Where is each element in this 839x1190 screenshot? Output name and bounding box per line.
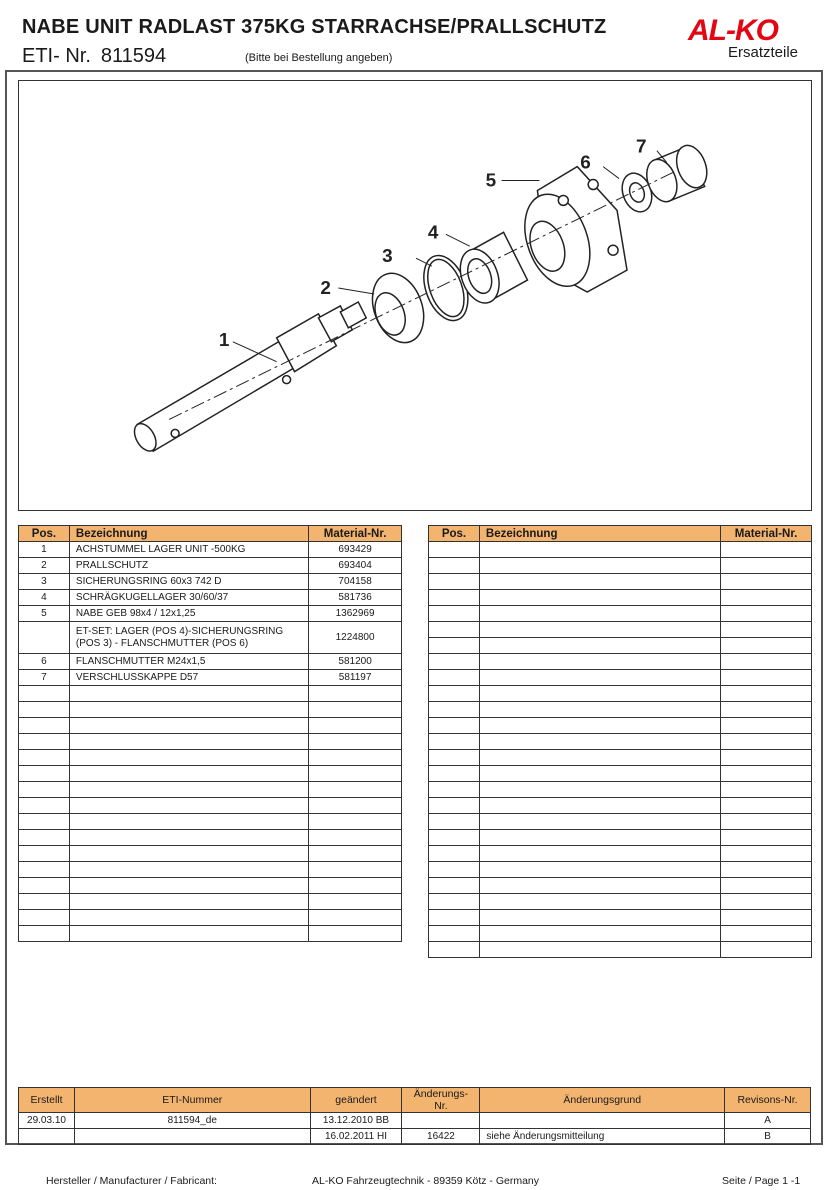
parts-row-empty — [19, 702, 402, 718]
col-aenderungs-nr: Änderungs-Nr. — [402, 1088, 480, 1113]
col-bezeichnung: Bezeichnung — [69, 526, 308, 542]
empty-cell — [69, 798, 308, 814]
empty-cell — [429, 926, 480, 942]
empty-cell — [721, 542, 812, 558]
cell-pos: 1 — [19, 542, 70, 558]
empty-cell — [479, 542, 720, 558]
footer-manufacturer: Hersteller / Manufacturer / Fabricant: — [46, 1175, 217, 1187]
empty-cell — [479, 670, 720, 686]
parts-row-empty — [429, 798, 812, 814]
empty-cell — [429, 814, 480, 830]
empty-cell — [479, 862, 720, 878]
rev-geaendert: 13.12.2010 BB — [310, 1113, 402, 1129]
empty-cell — [721, 574, 812, 590]
empty-cell — [69, 830, 308, 846]
empty-cell — [721, 798, 812, 814]
empty-cell — [309, 926, 402, 942]
empty-cell — [19, 926, 70, 942]
cell-pos: 4 — [19, 590, 70, 606]
empty-cell — [69, 686, 308, 702]
deflector-part — [363, 266, 432, 350]
empty-cell — [479, 766, 720, 782]
empty-cell — [309, 878, 402, 894]
empty-cell — [721, 718, 812, 734]
empty-cell — [309, 830, 402, 846]
callout-3: 3 — [382, 246, 393, 268]
parts-table-left — [18, 525, 402, 942]
col-eti-nummer: ETI-Nummer — [74, 1088, 310, 1113]
cell-bezeichnung: ET-SET: LAGER (POS 4)-SICHERUNGSRING (POS 3) - FLANSCHMUTTER (POS 6) — [69, 622, 308, 654]
eti-value: 811594 — [100, 45, 167, 67]
empty-cell — [429, 894, 480, 910]
empty-cell — [69, 750, 308, 766]
rev-eti: 811594_de — [74, 1113, 310, 1129]
parts-row-empty — [429, 782, 812, 798]
parts-row-empty — [19, 718, 402, 734]
cell-material-nr: 581736 — [309, 590, 402, 606]
cell-pos: 2 — [19, 558, 70, 574]
parts-row-empty — [19, 926, 402, 942]
empty-cell — [309, 798, 402, 814]
empty-cell — [721, 702, 812, 718]
revision-row — [19, 1129, 811, 1145]
empty-cell — [479, 734, 720, 750]
axle-stub-part — [130, 302, 366, 455]
empty-cell — [19, 702, 70, 718]
parts-row-empty — [429, 638, 812, 654]
empty-cell — [721, 894, 812, 910]
empty-cell — [721, 942, 812, 958]
callout-5: 5 — [485, 170, 497, 192]
empty-cell — [429, 942, 480, 958]
empty-cell — [429, 766, 480, 782]
parts-row-empty — [429, 542, 812, 558]
parts-row-empty — [429, 894, 812, 910]
empty-cell — [19, 718, 70, 734]
cell-pos: 7 — [19, 670, 70, 686]
rev-erstellt: 29.03.10 — [19, 1113, 75, 1129]
cell-bezeichnung: VERSCHLUSSKAPPE D57 — [69, 670, 308, 686]
exploded-drawing — [18, 80, 812, 511]
empty-cell — [69, 766, 308, 782]
parts-row-empty — [19, 686, 402, 702]
empty-cell — [429, 702, 480, 718]
empty-cell — [721, 558, 812, 574]
empty-cell — [721, 750, 812, 766]
empty-cell — [429, 590, 480, 606]
parts-row-empty — [19, 862, 402, 878]
empty-cell — [479, 638, 720, 654]
empty-cell — [19, 846, 70, 862]
empty-cell — [19, 798, 70, 814]
empty-cell — [19, 782, 70, 798]
cell-material-nr: 1362969 — [309, 606, 402, 622]
rev-aend-nr: 16422 — [402, 1129, 480, 1145]
empty-cell — [429, 622, 480, 638]
empty-cell — [309, 734, 402, 750]
logo-subtitle: Ersatzteile — [728, 44, 799, 61]
empty-cell — [479, 878, 720, 894]
parts-table-right — [428, 525, 812, 958]
empty-cell — [69, 846, 308, 862]
empty-cell — [429, 862, 480, 878]
parts-row-empty — [429, 558, 812, 574]
callout-4: 4 — [427, 222, 439, 244]
eti-label: ETI- Nr. — [22, 45, 91, 67]
empty-cell — [429, 654, 480, 670]
empty-cell — [721, 878, 812, 894]
col-erstellt: Erstellt — [19, 1088, 75, 1113]
parts-row-empty — [429, 846, 812, 862]
empty-cell — [479, 622, 720, 638]
parts-row-empty — [19, 734, 402, 750]
alko-logo: AL-KO — [688, 14, 778, 47]
parts-row-empty — [429, 686, 812, 702]
empty-cell — [429, 638, 480, 654]
col-aenderungsgrund: Änderungsgrund — [480, 1088, 725, 1113]
empty-cell — [69, 894, 308, 910]
callout-6: 6 — [580, 152, 591, 174]
parts-row-empty — [429, 942, 812, 958]
callout-2: 2 — [320, 278, 331, 300]
empty-cell — [429, 798, 480, 814]
footer-page: Seite / Page 1 -1 — [722, 1175, 801, 1187]
empty-cell — [69, 702, 308, 718]
cell-bezeichnung: FLANSCHMUTTER M24x1,5 — [69, 654, 308, 670]
empty-cell — [479, 606, 720, 622]
empty-cell — [721, 782, 812, 798]
empty-cell — [429, 910, 480, 926]
empty-cell — [19, 734, 70, 750]
cell-material-nr: 704158 — [309, 574, 402, 590]
revision-table — [18, 1087, 811, 1145]
parts-row-empty — [19, 750, 402, 766]
empty-cell — [309, 782, 402, 798]
empty-cell — [69, 878, 308, 894]
empty-cell — [309, 814, 402, 830]
parts-row-empty — [429, 734, 812, 750]
empty-cell — [721, 910, 812, 926]
rev-nr: B — [725, 1129, 811, 1145]
document-title: NABE UNIT RADLAST 375KG STARRACHSE/PRALLSCHUTZ — [22, 16, 607, 38]
parts-row — [19, 654, 402, 670]
rev-grund — [480, 1113, 725, 1129]
cell-material-nr: 581200 — [309, 654, 402, 670]
empty-cell — [479, 894, 720, 910]
parts-header-row-right — [429, 526, 812, 542]
empty-cell — [19, 894, 70, 910]
cell-pos — [19, 622, 70, 654]
empty-cell — [479, 654, 720, 670]
empty-cell — [721, 862, 812, 878]
parts-row — [19, 590, 402, 606]
col-pos: Pos. — [19, 526, 70, 542]
parts-header-row — [19, 526, 402, 542]
cell-material-nr: 693404 — [309, 558, 402, 574]
cell-pos: 3 — [19, 574, 70, 590]
col-geaendert: geändert — [310, 1088, 402, 1113]
empty-cell — [721, 590, 812, 606]
parts-row-empty — [19, 878, 402, 894]
parts-row — [19, 670, 402, 686]
rev-eti — [74, 1129, 310, 1145]
empty-cell — [479, 590, 720, 606]
empty-cell — [721, 622, 812, 638]
empty-cell — [309, 766, 402, 782]
parts-row-empty — [19, 766, 402, 782]
rev-grund: siehe Änderungsmitteilung — [480, 1129, 725, 1145]
parts-row-empty — [429, 910, 812, 926]
empty-cell — [721, 814, 812, 830]
empty-cell — [721, 670, 812, 686]
cell-material-nr: 1224800 — [309, 622, 402, 654]
empty-cell — [479, 846, 720, 862]
parts-row — [19, 574, 402, 590]
parts-row — [19, 622, 402, 654]
parts-row — [19, 606, 402, 622]
empty-cell — [429, 574, 480, 590]
col-material-nr: Material-Nr. — [309, 526, 402, 542]
cell-bezeichnung: PRALLSCHUTZ — [69, 558, 308, 574]
footer-company: AL-KO Fahrzeugtechnik - 89359 Kötz - Germany — [312, 1175, 540, 1187]
revision-header-row — [19, 1088, 811, 1113]
revision-row — [19, 1113, 811, 1129]
parts-row-empty — [429, 926, 812, 942]
empty-cell — [429, 718, 480, 734]
empty-cell — [429, 734, 480, 750]
empty-cell — [309, 910, 402, 926]
center-axis-line — [169, 171, 677, 420]
empty-cell — [429, 782, 480, 798]
cell-bezeichnung: SICHERUNGSRING 60x3 742 D — [69, 574, 308, 590]
parts-row-empty — [429, 862, 812, 878]
order-hint: (Bitte bei Bestellung angeben) — [245, 52, 393, 64]
empty-cell — [309, 686, 402, 702]
parts-row-empty — [19, 830, 402, 846]
empty-cell — [479, 814, 720, 830]
cell-bezeichnung: SCHRÄGKUGELLAGER 30/60/37 — [69, 590, 308, 606]
empty-cell — [69, 926, 308, 942]
empty-cell — [721, 734, 812, 750]
empty-cell — [19, 814, 70, 830]
parts-row-empty — [429, 670, 812, 686]
empty-cell — [479, 686, 720, 702]
parts-row-empty — [19, 846, 402, 862]
rev-aend-nr — [402, 1113, 480, 1129]
empty-cell — [309, 750, 402, 766]
col-material-nr-right: Material-Nr. — [721, 526, 812, 542]
empty-cell — [479, 702, 720, 718]
rev-erstellt — [19, 1129, 75, 1145]
empty-cell — [479, 910, 720, 926]
empty-cell — [19, 766, 70, 782]
empty-cell — [479, 782, 720, 798]
empty-cell — [19, 750, 70, 766]
cell-pos: 6 — [19, 654, 70, 670]
empty-cell — [19, 878, 70, 894]
empty-cell — [479, 926, 720, 942]
empty-cell — [479, 718, 720, 734]
empty-cell — [429, 542, 480, 558]
empty-cell — [69, 782, 308, 798]
cell-material-nr: 693429 — [309, 542, 402, 558]
rev-nr: A — [725, 1113, 811, 1129]
parts-row-empty — [429, 590, 812, 606]
hub-part — [513, 167, 627, 296]
parts-row-empty — [19, 782, 402, 798]
empty-cell — [309, 718, 402, 734]
eti-number — [22, 45, 166, 68]
empty-cell — [429, 670, 480, 686]
parts-row-empty — [429, 654, 812, 670]
empty-cell — [69, 814, 308, 830]
parts-row-empty — [429, 830, 812, 846]
empty-cell — [309, 846, 402, 862]
empty-cell — [429, 830, 480, 846]
empty-cell — [479, 574, 720, 590]
parts-row-empty — [19, 814, 402, 830]
empty-cell — [69, 910, 308, 926]
col-bezeichnung-right: Bezeichnung — [479, 526, 720, 542]
parts-row-empty — [429, 766, 812, 782]
rev-geaendert: 16.02.2011 HI — [310, 1129, 402, 1145]
parts-row-empty — [429, 814, 812, 830]
empty-cell — [309, 702, 402, 718]
empty-cell — [429, 750, 480, 766]
cell-material-nr: 581197 — [309, 670, 402, 686]
empty-cell — [721, 926, 812, 942]
parts-row-empty — [19, 910, 402, 926]
parts-row-empty — [429, 718, 812, 734]
empty-cell — [19, 686, 70, 702]
empty-cell — [479, 830, 720, 846]
parts-row-empty — [429, 702, 812, 718]
parts-row — [19, 542, 402, 558]
col-pos-right: Pos. — [429, 526, 480, 542]
empty-cell — [429, 606, 480, 622]
callout-7: 7 — [635, 136, 647, 158]
callout-1: 1 — [218, 329, 230, 351]
parts-row — [19, 558, 402, 574]
empty-cell — [19, 910, 70, 926]
cell-bezeichnung: ACHSTUMMEL LAGER UNIT -500KG — [69, 542, 308, 558]
cell-pos: 5 — [19, 606, 70, 622]
empty-cell — [721, 830, 812, 846]
empty-cell — [69, 734, 308, 750]
empty-cell — [479, 798, 720, 814]
empty-cell — [479, 558, 720, 574]
parts-row-empty — [19, 798, 402, 814]
empty-cell — [429, 558, 480, 574]
empty-cell — [429, 846, 480, 862]
empty-cell — [69, 718, 308, 734]
col-revisions-nr: Revisons-Nr. — [725, 1088, 811, 1113]
empty-cell — [721, 654, 812, 670]
parts-row-empty — [429, 878, 812, 894]
empty-cell — [721, 846, 812, 862]
empty-cell — [721, 606, 812, 622]
empty-cell — [479, 942, 720, 958]
parts-row-empty — [429, 622, 812, 638]
empty-cell — [429, 878, 480, 894]
cell-bezeichnung: NABE GEB 98x4 / 12x1,25 — [69, 606, 308, 622]
empty-cell — [69, 862, 308, 878]
empty-cell — [721, 766, 812, 782]
empty-cell — [721, 638, 812, 654]
parts-row-empty — [19, 894, 402, 910]
empty-cell — [429, 686, 480, 702]
parts-row-empty — [429, 750, 812, 766]
exploded-view-svg — [19, 81, 811, 510]
empty-cell — [309, 862, 402, 878]
empty-cell — [721, 686, 812, 702]
parts-row-empty — [429, 606, 812, 622]
parts-row-empty — [429, 574, 812, 590]
empty-cell — [479, 750, 720, 766]
empty-cell — [19, 830, 70, 846]
empty-cell — [19, 862, 70, 878]
empty-cell — [309, 894, 402, 910]
